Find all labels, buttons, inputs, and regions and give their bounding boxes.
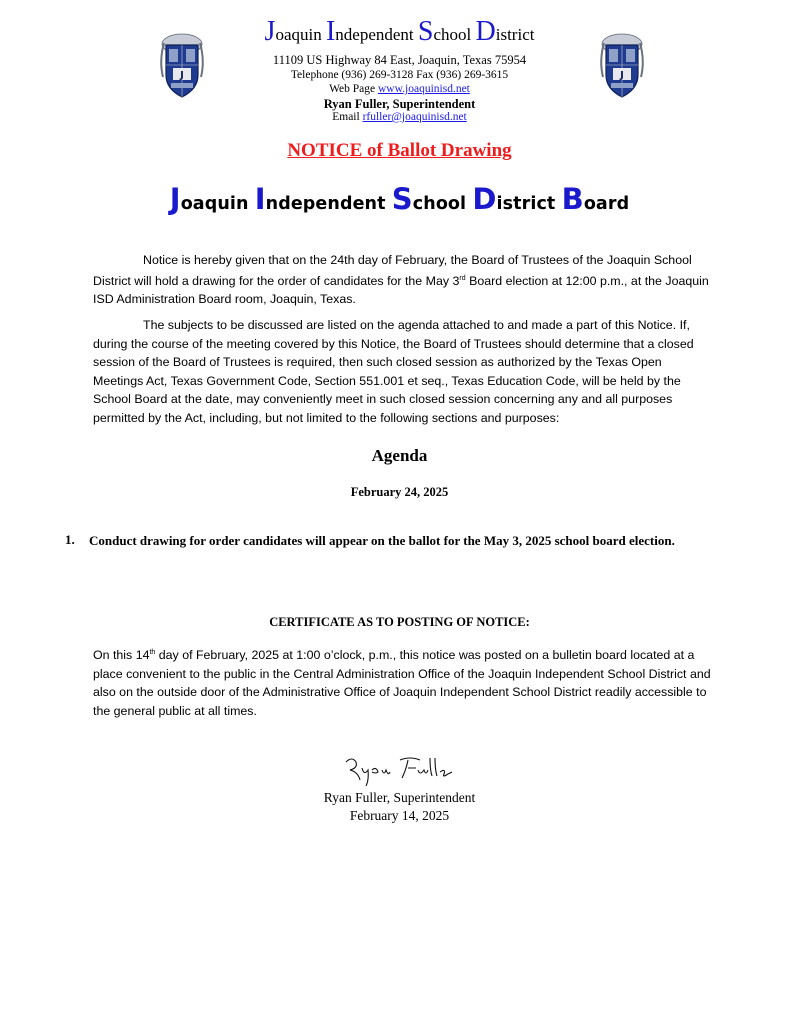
agenda-title: Agenda <box>371 446 428 465</box>
signatory-name: Ryan Fuller, Superintendent <box>323 790 476 805</box>
certificate-heading: CERTIFICATE AS TO POSTING OF NOTICE: <box>269 615 530 629</box>
board-title: Joaquin Independent School District Board <box>169 182 630 216</box>
district-name-heading <box>0 16 799 47</box>
phone-fax-line: Telephone (936) 269-3128 Fax (936) 269-3615 <box>290 69 509 81</box>
certificate-paragraph: On this 14th day of February, 2025 at 1:00 o’clock, p.m., this notice was posted on a bulletin board located at a place convenient to the public in the Central Administration Office of the Joaquin Independent School District and also on the outside door of the Administrative Office of Joaquin Independent School District readily accessible to the general public at all times. <box>93 648 711 718</box>
web-page-line: Web Page www.joaquinisd.net <box>329 83 470 95</box>
notice-title: NOTICE of Ballot Drawing <box>287 140 512 161</box>
notice-paragraph: Notice is hereby given that on the 24th day of February, the Board of Trustees of the Joaquin School District will hold a drawing for the order of candidates for the May 3rd Board election at 12:00 p.m., at the Joaquin ISD Administration Board room, Joaquin, Texas. <box>93 253 709 307</box>
agenda-item-number: 1. <box>65 532 75 547</box>
superintendent-name: Ryan Fuller, Superintendent <box>323 97 476 111</box>
closed-session-paragraph: The subjects to be discussed are listed on the agenda attached to and made a part of this Notice. If, during the course of the meeting covered by this Notice, the Board of Trustees should determine that a closed session of the Board of Trustees is required, then such closed session as authorized by the Texas Open Meetings Act, Texas Government Code, Section 551.001 et seq., Texas Education Code, will be held by the School Board at the date, may conveniently meet in such closed session concerning any and all purposes permitted by the Act, including, but not limited to the following sections and purposes: <box>93 318 694 425</box>
district-name-part: District <box>475 16 535 47</box>
agenda-item-text: Conduct drawing for order candidates will appear on the ballot for the May 3, 2025 school board election. <box>89 533 675 548</box>
district-name-part: Joaquin <box>264 16 326 47</box>
email-line: Email rfuller@joaquinisd.net <box>332 111 467 123</box>
district-name-part: School <box>417 16 476 47</box>
website-link[interactable]: www.joaquinisd.net <box>378 83 470 95</box>
svg-text:J: J <box>620 70 624 81</box>
agenda-date: February 24, 2025 <box>350 485 449 499</box>
handwritten-signature <box>338 752 458 790</box>
svg-text:J: J <box>180 70 184 81</box>
signature-date: February 14, 2025 <box>349 808 450 823</box>
email-link[interactable]: rfuller@joaquinisd.net <box>362 111 467 123</box>
district-name-part: Independent <box>325 16 418 47</box>
district-address: 11109 US Highway 84 East, Joaquin, Texas 75954 <box>272 53 527 67</box>
